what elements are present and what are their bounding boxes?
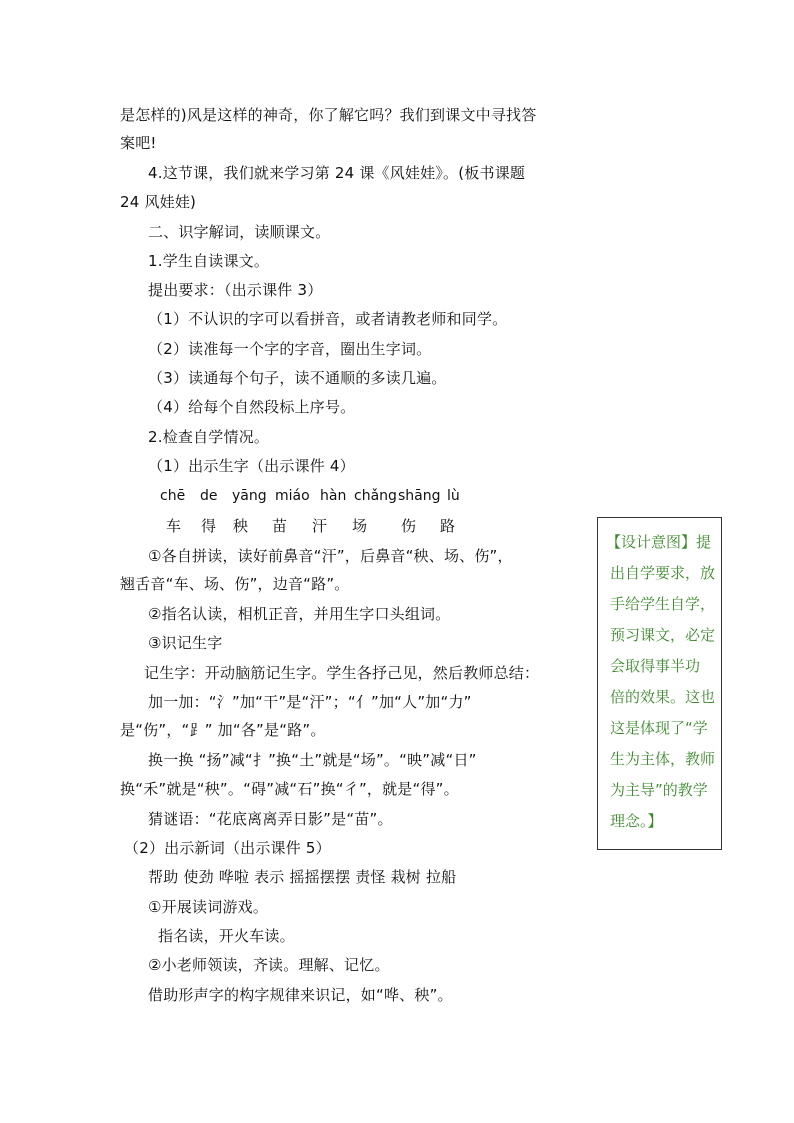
text-line: 提出要求：（出示课件 3） (148, 281, 323, 299)
text-line: 24 风娃娃) (120, 193, 197, 211)
design-note-line: 生为主体，教师 (610, 750, 716, 768)
word-list: 帮助 使劲 哗啦 表示 摇摇摆摆 责怪 栽树 拉船 (148, 868, 457, 886)
design-note-line: 【设计意图】提 (606, 533, 712, 551)
text-line: （1）出示生字（出示课件 4） (148, 457, 355, 475)
pinyin-syllable: chē (160, 488, 186, 504)
character: 得 (201, 517, 217, 535)
text-line: ①各自拼读，读好前鼻音“汗”，后鼻音“秧、场、伤”， (148, 547, 513, 565)
character: 伤 (401, 517, 417, 535)
text-line: 案吧! (120, 134, 157, 152)
character: 车 (166, 517, 182, 535)
pinyin-syllable: chǎng (354, 488, 397, 504)
text-line: 4.这节课，我们就来学习第 24 课《风娃娃》。(板书课题 (148, 164, 526, 182)
text-line: （3）读通每个句子，读不通顺的多读几遍。 (148, 369, 447, 387)
design-note-line: 出自学要求，放 (610, 564, 716, 582)
text-line: 借助形声字的构字规律来识记，如“哗、秧”。 (148, 986, 453, 1004)
text-line: 翘舌音“车、场、伤”，边音“路”。 (120, 575, 350, 593)
design-note-line: 会取得事半功 (610, 657, 701, 675)
text-line: 猜谜语：“花底离离弄日影”是“苗”。 (148, 810, 393, 828)
text-line: ②指名认读，相机正音，并用生字口头组词。 (148, 605, 451, 623)
text-line: 是怎样的)风是这样的神奇，你了解它吗？我们到课文中寻找答 (120, 106, 537, 124)
design-note-box (597, 517, 722, 850)
pinyin-syllable: yāng (232, 488, 267, 504)
text-line: 是“伤”，“⻊” 加“各”是“路”。 (120, 721, 326, 739)
text-line: ①开展读词游戏。 (148, 898, 269, 916)
text-line: （1）不认识的字可以看拼音，或者请教老师和同学。 (148, 310, 508, 328)
character: 路 (440, 517, 456, 535)
design-note-line: 手给学生自学， (610, 595, 716, 613)
pinyin-syllable: lù (447, 488, 460, 504)
text-line: 记生字：开动脑筋记生字。学生各抒己见，然后教师总结： (144, 664, 540, 682)
pinyin-syllable: hàn (320, 488, 347, 504)
character: 秧 (233, 517, 249, 535)
text-line: 指名读，开火车读。 (158, 927, 295, 945)
text-line: （4）给每个自然段标上序号。 (148, 398, 356, 416)
text-line: 加一加：“氵”加“干”是“汗”；“亻”加“人”加“力” (148, 693, 472, 711)
text-line: 换一换 “扬”减“扌”换“土”就是“场”。“映”减“日” (148, 751, 477, 769)
pinyin-syllable: shāng (398, 488, 441, 504)
text-line: （2）读准每一个字的字音，圈出生字词。 (148, 340, 432, 358)
design-note-line: 预习课文，必定 (610, 626, 716, 644)
character: 场 (352, 517, 368, 535)
character: 汗 (312, 517, 328, 535)
pinyin-syllable: de (200, 488, 218, 504)
design-note-line: 为主导”的教学 (610, 781, 708, 799)
design-note-line: 倍的效果。这也 (610, 688, 716, 706)
design-note-line: 理念。】 (610, 812, 663, 830)
text-line: 2.检查自学情况。 (148, 428, 270, 446)
text-line: （2）出示新词（出示课件 5） (124, 839, 331, 857)
text-line: ②小老师领读，齐读。理解、记忆。 (148, 956, 390, 974)
character: 苗 (272, 517, 288, 535)
text-line: 1.学生自读课文。 (148, 252, 270, 270)
design-note-line: 这是体现了“学 (610, 719, 708, 737)
section-heading: 二、识字解词，读顺课文。 (148, 223, 331, 241)
pinyin-syllable: miáo (275, 488, 310, 504)
text-line: 换“禾”就是“秧”。“碍”减“石”换“彳”，就是“得”。 (120, 780, 459, 798)
text-line: ③识记生字 (148, 634, 223, 652)
